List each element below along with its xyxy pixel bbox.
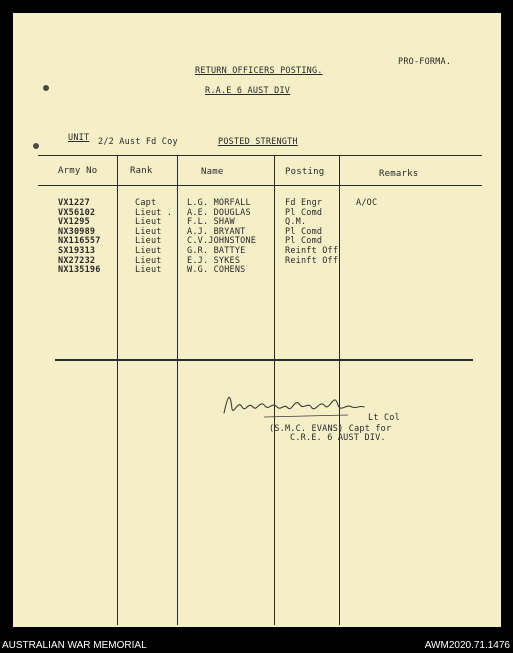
column-header-posting: Posting bbox=[285, 167, 325, 177]
rank-cell: Lieut bbox=[135, 236, 162, 247]
rank-cell: Lieut bbox=[135, 217, 162, 228]
table-top-rule bbox=[38, 155, 482, 156]
remarks-column bbox=[356, 199, 377, 209]
name-cell: G.R. BATTYE bbox=[187, 245, 246, 256]
posting-cell: Reinft Off bbox=[285, 245, 339, 256]
rank-cell: Lieut bbox=[135, 226, 162, 237]
signature-rank: Lt Col bbox=[368, 413, 400, 423]
document-title: RETURN OFFICERS POSTING. bbox=[195, 66, 323, 76]
name-cell: F.L. SHAW bbox=[187, 217, 235, 228]
column-header-army-no: Army No bbox=[58, 166, 98, 176]
signature-unit-line: C.R.E. 6 AUST DIV. bbox=[290, 433, 386, 443]
column-divider bbox=[177, 155, 178, 625]
column-header-rank: Rank bbox=[130, 166, 153, 176]
unit-value: 2/2 Aust Fd Coy bbox=[98, 137, 178, 147]
punch-hole bbox=[43, 85, 49, 91]
footer-catalogue-id: AWM2020.71.1476 bbox=[424, 640, 510, 651]
name-cell: A.E. DOUGLAS bbox=[187, 207, 251, 218]
rank-column bbox=[135, 199, 172, 276]
name-cell: C.V.JOHNSTONE bbox=[187, 236, 257, 247]
rank-cell: Lieut bbox=[135, 265, 162, 276]
remarks-cell: A/OC bbox=[356, 198, 378, 208]
posting-cell: Pl Comd bbox=[285, 207, 323, 218]
column-header-remarks: Remarks bbox=[379, 169, 419, 179]
army-number-cell: NX27232 bbox=[58, 255, 96, 266]
name-cell: A.J. BRYANT bbox=[187, 226, 246, 237]
posting-cell: Fd Engr bbox=[285, 198, 323, 208]
army-number-cell: NX30989 bbox=[58, 226, 96, 237]
posting-cell: Pl Comd bbox=[285, 226, 323, 237]
posting-column bbox=[285, 199, 338, 266]
footer-archive-name: AUSTRALIAN WAR MEMORIAL bbox=[2, 640, 147, 651]
form-code: PRO-FORMA. bbox=[398, 57, 452, 67]
rank-cell: Lieut . bbox=[135, 207, 173, 218]
column-divider bbox=[117, 155, 118, 625]
document-subtitle: R.A.E 6 AUST DIV bbox=[205, 86, 291, 96]
punch-hole bbox=[33, 143, 39, 149]
army-number-cell: VX1227 bbox=[58, 198, 90, 208]
signature-name-line: (S.M.C. EVANS) Capt for bbox=[269, 424, 392, 434]
section-title: POSTED STRENGTH bbox=[218, 137, 298, 147]
army-number-cell: VX56102 bbox=[58, 207, 96, 218]
rank-cell: Capt bbox=[135, 198, 157, 208]
posting-cell: Pl Comd bbox=[285, 236, 323, 247]
header-rule bbox=[38, 185, 482, 186]
name-cell: W.G. COHENS bbox=[187, 265, 246, 276]
column-header-name: Name bbox=[201, 167, 224, 177]
handwritten-signature bbox=[220, 385, 370, 421]
document-page bbox=[13, 13, 501, 627]
army-number-cell: VX1295 bbox=[58, 217, 90, 228]
posting-cell: Reinft Off bbox=[285, 255, 339, 266]
rank-cell: Lieut bbox=[135, 255, 162, 266]
rank-cell: Lieut bbox=[135, 245, 162, 256]
name-cell: L.G. MORFALL bbox=[187, 198, 251, 208]
posting-cell: Q.M. bbox=[285, 217, 307, 228]
army-number-cell: NX135196 bbox=[58, 265, 101, 276]
name-cell: E.J. SYKES bbox=[187, 255, 241, 266]
unit-label: UNIT bbox=[68, 133, 90, 143]
name-column bbox=[187, 199, 256, 276]
army-number-column bbox=[58, 199, 101, 276]
army-number-cell: NX116557 bbox=[58, 236, 101, 247]
army-number-cell: SX19313 bbox=[58, 245, 96, 256]
